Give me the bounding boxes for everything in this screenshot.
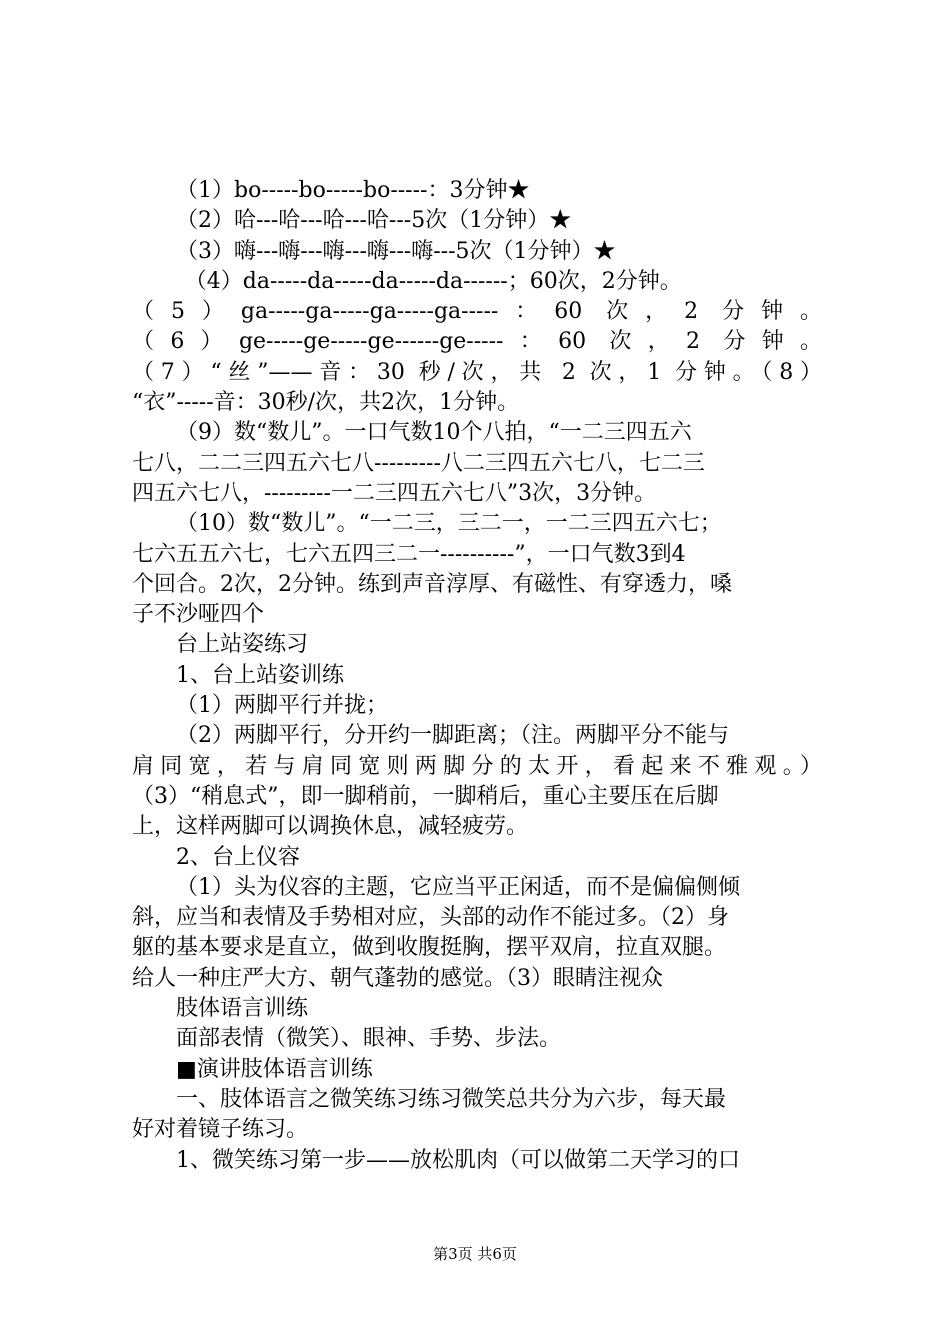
text-line: 七六五五六七，七六五四三二一----------”，一口气数3到4: [132, 541, 686, 567]
text-line: （4）da-----da-----da-----da------；60次，2分钟。: [184, 268, 682, 294]
document-body: [132, 176, 822, 1176]
text-line: 给人一种庄严大方、朝气蓬勃的感觉。（3）眼睛注视众: [132, 965, 663, 991]
text-line: 躯的基本要求是直立，做到收腹挺胸，摆平双肩，拉直双腿。: [132, 935, 727, 961]
text-line: 斜，应当和表情及手势相对应，头部的动作不能过多。（2）身: [132, 905, 729, 931]
text-line: 四五六七八，---------一二三四五六七八”3次，3分钟。: [132, 480, 657, 506]
text-line: 1、微笑练习第一步——放松肌肉（可以做第二天学习的口: [176, 1147, 740, 1173]
text-line: 肩同宽，若与肩同宽则两脚分的太开，看起来不雅观。）: [132, 753, 822, 779]
text-line: ■演讲肢体语言训练: [176, 1056, 373, 1082]
text-line: （7）“丝”——音：30 秒/次，共 2 次，1 分钟。（8）: [132, 359, 822, 385]
text-line: （2）哈---哈---哈---哈---5次（1分钟）★: [176, 208, 572, 234]
text-line: 子不沙哑四个: [132, 602, 265, 628]
text-line: 一、肢体语言之微笑练习练习微笑总共分为六步，每天最: [176, 1086, 727, 1112]
text-line: （1）bo-----bo-----bo-----：3分钟★: [176, 178, 530, 203]
text-line: 好对着镜子练习。: [132, 1117, 309, 1143]
text-line: 个回合。2次，2分钟。练到声音淳厚、有磁性、有穿透力，嗓: [132, 571, 732, 597]
text-line: 上，这样两脚可以调换休息，减轻疲劳。: [132, 814, 529, 840]
text-line: 七八，二二三四五六七八---------八二三四五六七八，七二三: [132, 450, 705, 476]
text-line: （2）两脚平行，分开约一脚距离；（注。两脚平分不能与: [176, 723, 729, 749]
text-line: （3）“稍息式”，即一脚稍前，一脚稍后，重心主要压在后脚: [132, 783, 719, 809]
text-line: （1）头为仪容的主题，它应当平正闲适，而不是偏偏侧倾: [176, 874, 740, 900]
text-line: （1）两脚平行并拢；: [176, 693, 388, 719]
text-line: （6）ge-----ge-----ge------ge-----：60 次，2 分钟。: [132, 329, 822, 355]
text-line: 1、台上站姿训练: [176, 662, 344, 688]
text-line: “衣”-----音：30秒/次，共2次，1分钟。: [132, 390, 520, 416]
text-line: 肢体语言训练: [176, 996, 309, 1022]
text-line: （10）数“数儿”。“一二三，三二一，一二三四五六七；: [176, 511, 722, 537]
text-line: （3）嗨---嗨---嗨---嗨---嗨---5次（1分钟）★: [176, 238, 616, 264]
text-line: （9）数“数儿”。一口气数10个八拍，“一二三四五六: [176, 420, 692, 446]
text-line: （5）ga-----ga-----ga-----ga-----：60 次，2 分钟。: [132, 299, 822, 325]
text-line: 2、台上仪容: [176, 844, 300, 870]
text-line: 面部表情（微笑）、眼神、手势、步法。: [176, 1026, 562, 1052]
page-footer: 第3页 共6页: [433, 1245, 517, 1263]
text-line: 台上站姿练习: [176, 632, 309, 658]
